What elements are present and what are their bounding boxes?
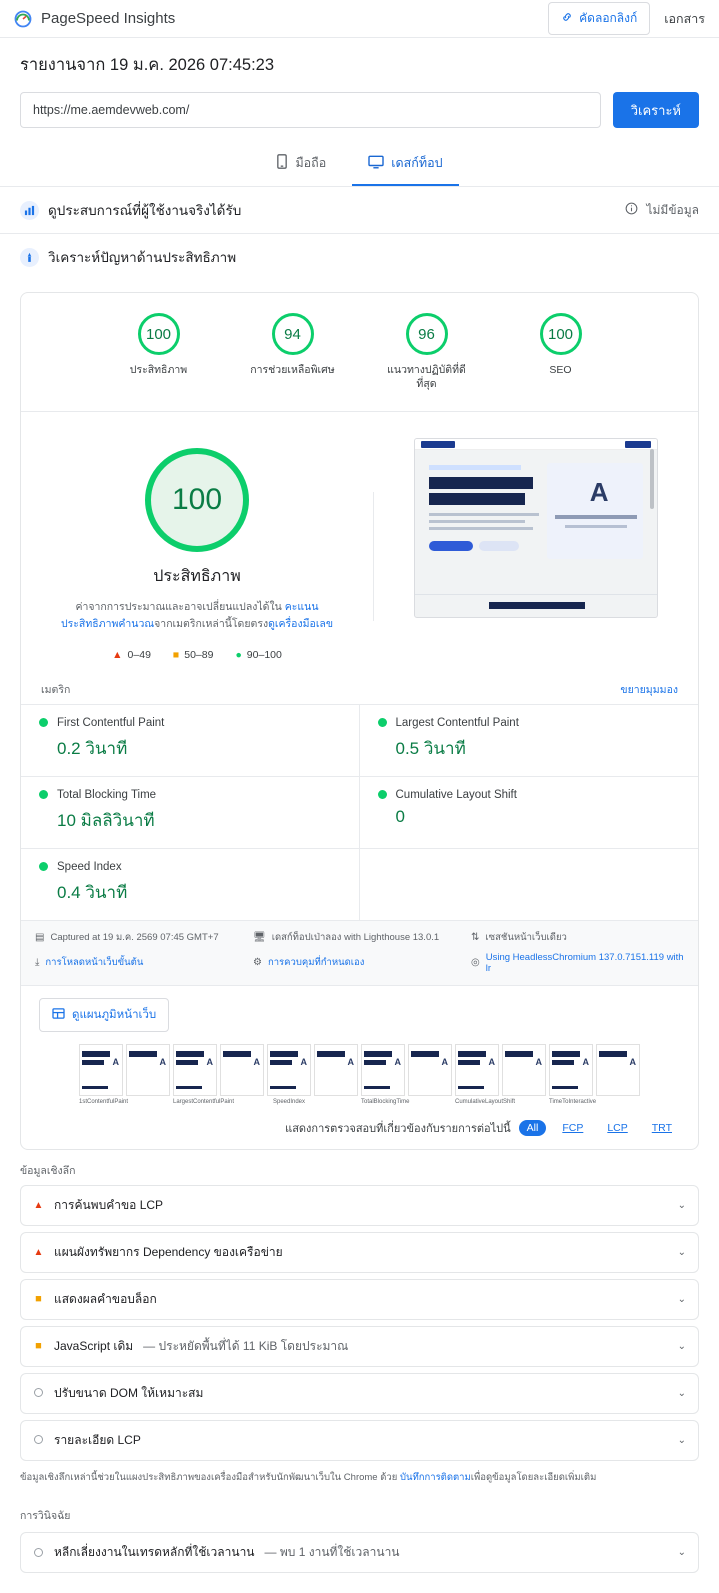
metric-tbt-value: 10 มิลลิวินาที xyxy=(57,810,155,830)
field-data-status-text: ไม่มีข้อมูล xyxy=(646,202,699,217)
metric-fcp-name: First Contentful Paint xyxy=(57,716,165,729)
triangle-icon: ▲ xyxy=(112,648,123,661)
filmstrip-frame[interactable]: A xyxy=(502,1044,546,1105)
throttle-icon: ⚙ xyxy=(253,957,262,969)
filmstrip-frame[interactable]: A TotalBlockingTime xyxy=(361,1044,405,1105)
filmstrip-frame[interactable]: A xyxy=(126,1044,170,1105)
audit-detail: — พบ 1 งานที่ใช้เวลานาน xyxy=(264,1545,400,1560)
metrics-grid xyxy=(21,704,698,920)
chrome-icon: ◎ xyxy=(471,957,480,969)
lab-data-title: วิเคราะห์ปัญหาด้านประสิทธิภาพ xyxy=(48,250,237,265)
legend-average xyxy=(173,649,214,661)
note-pre: ข้อมูลเชิงลึกเหล่านี้ช่วยในแผงประสิทธิภาพของเครื่องมือสำหรับนักพัฒนาเว็บใน Chrome ด้วย xyxy=(20,1471,400,1483)
link-icon xyxy=(561,11,573,26)
mobile-icon xyxy=(276,154,288,172)
frame-caption: TotalBlockingTime xyxy=(361,1098,410,1105)
tab-desktop[interactable] xyxy=(352,144,458,186)
audit-savings: — ประหยัดพื้นที่ได้ 11 KiB โดยประมาณ xyxy=(143,1338,349,1353)
performance-score-ring: 100 xyxy=(145,448,249,552)
gauge-performance[interactable] xyxy=(115,313,203,391)
audit-lcp-breakdown[interactable] xyxy=(20,1420,699,1461)
field-data-title: ดูประสบการณ์ที่ผู้ใช้งานจริงได้รับ xyxy=(48,203,242,218)
metric-cls-value: 0 xyxy=(395,806,405,826)
filmstrip-frame[interactable]: A xyxy=(408,1044,452,1105)
metric-empty-cell xyxy=(360,848,699,920)
performance-score-description xyxy=(21,599,373,633)
gauge-accessibility[interactable] xyxy=(249,313,337,391)
filmstrip-frame[interactable]: A TimeToInteractive xyxy=(549,1044,593,1105)
gauge-accessibility-label: การช่วยเหลือพิเศษ xyxy=(250,364,335,376)
audit-label: JavaScript เดิม xyxy=(54,1338,134,1353)
square-orange-icon: ■ xyxy=(35,1340,42,1353)
gauge-best-practices-label: แนวทางปฏิบัติที่ดีที่สุด xyxy=(387,364,466,391)
desktop-icon: 🖥 xyxy=(253,931,266,943)
gauge-seo[interactable] xyxy=(517,313,605,391)
audit-label: หลีกเลี่ยงงานในเทรดหลักที่ใช้เวลานาน xyxy=(54,1545,255,1560)
filmstrip-frame[interactable]: A SpeedIndex xyxy=(267,1044,311,1105)
page-bottom xyxy=(0,1579,719,1593)
page-screenshot: A xyxy=(414,438,658,618)
chip-lcp[interactable]: LCP xyxy=(607,1121,628,1134)
audit-network-dependency-tree[interactable] xyxy=(20,1232,699,1273)
status-dot-good xyxy=(378,790,387,799)
env-browser-link[interactable]: Using HeadlessChromium 137.0.7151.119 with lr xyxy=(485,951,684,974)
metrics-heading: เมตริก xyxy=(41,683,71,696)
chevron-down-icon: ⌄ xyxy=(677,1199,686,1211)
download-icon: ⤓ xyxy=(35,957,40,969)
metric-cls-name: Cumulative Layout Shift xyxy=(395,788,517,801)
score-and-screenshot xyxy=(21,412,698,667)
trace-link[interactable]: บันทึกการติดตาม xyxy=(399,1471,471,1483)
chip-all[interactable]: All xyxy=(519,1120,547,1136)
frame-caption: LargestContentfulPaint xyxy=(173,1098,235,1105)
circle-icon: ● xyxy=(235,648,242,661)
url-input[interactable] xyxy=(20,92,601,128)
performance-card xyxy=(20,292,699,1150)
copy-link-button[interactable] xyxy=(548,2,650,35)
analyze-button[interactable]: วิเคราะห์ xyxy=(613,92,699,128)
performance-score-label: ประสิทธิภาพ xyxy=(153,568,241,586)
legend-good-range: 90–100 xyxy=(246,648,282,661)
info-icon[interactable] xyxy=(625,202,638,218)
audit-label: การค้นพบคำขอ LCP xyxy=(54,1197,164,1212)
circle-gray-icon xyxy=(33,1546,44,1560)
legend-poor-range: 0–49 xyxy=(127,648,151,661)
audit-label: ปรับขนาด DOM ให้เหมาะสม xyxy=(54,1385,204,1400)
network-icon: ⇅ xyxy=(471,931,480,943)
frame-caption: SpeedIndex xyxy=(272,1098,306,1105)
chevron-down-icon: ⌄ xyxy=(677,1434,686,1446)
gauge-best-practices[interactable] xyxy=(383,313,471,391)
calculator-link[interactable]: ดูเครื่องมือเลข xyxy=(268,618,334,631)
chevron-down-icon: ⌄ xyxy=(677,1293,686,1305)
env-device-text: เดสก์ท็อปเป่าลอง with Lighthouse 13.0.1 xyxy=(271,931,440,943)
env-browser xyxy=(471,952,684,974)
filmstrip-frame[interactable]: A xyxy=(596,1044,640,1105)
frame-caption: 1stContentfulPaint xyxy=(79,1098,129,1105)
square-orange-icon: ■ xyxy=(35,1293,42,1306)
metric-lcp-value: 0.5 วินาที xyxy=(395,738,466,758)
env-throttle-link[interactable]: การควบคุมที่กำหนดเอง xyxy=(267,957,365,969)
field-data-status xyxy=(625,201,699,220)
env-captured-text: Captured at 19 ม.ค. 2569 07:45 GMT+7 xyxy=(50,931,219,943)
square-icon: ■ xyxy=(172,648,180,661)
note-post: เพื่อดูข้อมูลโดยละเอียดเพิ่มเติม xyxy=(470,1471,597,1483)
metric-tbt[interactable] xyxy=(21,776,360,848)
legend-poor xyxy=(112,649,151,661)
audit-label: แผนผังทรัพยากร Dependency ของเครือข่าย xyxy=(54,1244,283,1259)
chevron-down-icon: ⌄ xyxy=(677,1387,686,1399)
env-captured xyxy=(35,930,253,945)
docs-link[interactable]: เอกสาร xyxy=(664,11,705,26)
copy-link-label: คัดลอกลิงก์ xyxy=(579,11,638,25)
chip-fcp[interactable]: FCP xyxy=(562,1121,584,1134)
category-gauges xyxy=(21,293,698,405)
brand[interactable] xyxy=(14,10,175,28)
brand-title: PageSpeed Insights xyxy=(41,10,176,27)
env-session-text: เซสชันหน้าเว็บเดียว xyxy=(485,931,567,943)
audit-avoid-long-main-thread-tasks[interactable] xyxy=(20,1532,699,1573)
desktop-icon xyxy=(368,155,384,172)
metric-fcp-value: 0.2 วินาที xyxy=(57,738,128,758)
gauge-seo-label: SEO xyxy=(549,364,572,376)
desc-pre: ค่าจากการประมาณและอาจเปลี่ยนแปลงได้ใน xyxy=(75,601,285,614)
circle-gray-icon xyxy=(33,1386,44,1400)
score-calc-link[interactable]: คะแนนประสิทธิภาพคำนวณ xyxy=(60,601,319,631)
calendar-icon: ▤ xyxy=(35,931,45,943)
status-dot-good xyxy=(39,790,48,799)
audit-legacy-javascript[interactable] xyxy=(20,1326,699,1367)
url-form xyxy=(0,92,719,128)
status-dot-good xyxy=(39,862,48,871)
performance-score-block xyxy=(21,434,373,661)
desc-mid: จากเมตริกเหล่านี้โดยตรง xyxy=(154,618,269,631)
pagespeed-logo-icon xyxy=(14,10,32,28)
metric-lcp[interactable] xyxy=(360,704,699,776)
score-legend xyxy=(21,649,373,661)
tab-desktop-label: เดสก์ท็อป xyxy=(391,156,443,170)
audit-filter xyxy=(21,1113,698,1149)
filmstrip xyxy=(21,1042,698,1113)
frame-caption: CumulativeLayoutShift xyxy=(455,1098,516,1105)
audit-filter-prompt: แสดงการตรวจสอบที่เกี่ยวข้องกับรายการต่อไปนี้ xyxy=(285,1122,511,1135)
expand-view-link[interactable]: ขยายมุมมอง xyxy=(620,683,678,696)
view-treemap-button[interactable] xyxy=(39,998,169,1032)
legend-good xyxy=(235,649,281,661)
env-load-link[interactable]: การโหลดหน้าเว็บขั้นต้น xyxy=(45,957,144,969)
gauge-best-practices-score: 96 xyxy=(406,313,448,355)
audit-label: รายละเอียด LCP xyxy=(54,1432,141,1447)
section-field-data xyxy=(0,187,719,234)
metric-speed-index-name: Speed Index xyxy=(57,860,122,873)
chart-icon xyxy=(20,201,39,220)
report-timestamp: รายงานจาก 19 ม.ค. 2026 07:45:23 xyxy=(20,56,275,74)
insights-heading: ข้อมูลเชิงลึก xyxy=(20,1164,76,1177)
metric-fcp[interactable] xyxy=(21,704,360,776)
env-throttle xyxy=(253,952,471,974)
legend-average-range: 50–89 xyxy=(184,648,214,661)
chevron-down-icon: ⌄ xyxy=(677,1246,686,1258)
tab-mobile[interactable] xyxy=(260,144,342,186)
metric-cls[interactable] xyxy=(360,776,699,848)
audit-label: แสดงผลคำขอบล็อก xyxy=(54,1291,157,1306)
metric-speed-index-value: 0.4 วินาที xyxy=(57,882,128,902)
lighthouse-icon xyxy=(20,248,39,267)
chip-trt[interactable]: TRT xyxy=(651,1121,672,1134)
filmstrip-frame[interactable]: A CumulativeLayoutShift xyxy=(455,1044,499,1105)
metric-tbt-name: Total Blocking Time xyxy=(57,788,157,801)
triangle-red-icon: ▲ xyxy=(33,1199,44,1211)
tab-mobile-label: มือถือ xyxy=(295,156,327,170)
filmstrip-toolbar xyxy=(21,985,698,1042)
top-bar xyxy=(0,0,719,38)
env-device xyxy=(253,930,471,945)
audit-optimize-dom-size[interactable] xyxy=(20,1373,699,1414)
filmstrip-frame[interactable]: A xyxy=(220,1044,264,1105)
gauge-performance-score: 100 xyxy=(138,313,180,355)
section-lab-data xyxy=(0,234,719,280)
metric-lcp-name: Largest Contentful Paint xyxy=(395,716,519,729)
status-dot-good xyxy=(378,718,387,727)
circle-gray-icon xyxy=(33,1433,44,1447)
triangle-red-icon: ▲ xyxy=(33,1246,44,1258)
env-session xyxy=(471,930,684,945)
gauge-seo-score: 100 xyxy=(540,313,582,355)
diagnostics-heading: การวินิจฉัย xyxy=(20,1510,71,1523)
frame-caption: TimeToInteractive xyxy=(549,1098,597,1105)
report-header xyxy=(0,38,719,78)
filmstrip-frame[interactable]: A LargestContentfulPaint xyxy=(173,1044,217,1105)
filmstrip-frame[interactable]: A 1stContentfulPaint xyxy=(79,1044,123,1105)
gauge-accessibility-score: 94 xyxy=(272,313,314,355)
gauge-performance-label: ประสิทธิภาพ xyxy=(129,364,188,376)
device-tabs xyxy=(0,144,719,186)
environment-strip xyxy=(21,920,698,985)
view-treemap-label: ดูแผนภูมิหน้าเว็บ xyxy=(72,1008,157,1021)
env-load xyxy=(35,952,253,974)
chevron-down-icon: ⌄ xyxy=(677,1547,686,1559)
metric-speed-index[interactable] xyxy=(21,848,360,920)
audit-lcp-request-discovery[interactable] xyxy=(20,1185,699,1226)
top-bar-actions xyxy=(548,2,705,35)
insights-note xyxy=(0,1467,719,1495)
status-dot-good xyxy=(39,718,48,727)
metrics-header xyxy=(21,667,698,704)
filmstrip-frame[interactable]: A xyxy=(314,1044,358,1105)
filmstrip-icon xyxy=(52,1008,65,1022)
audit-render-blocking-requests[interactable] xyxy=(20,1279,699,1320)
chevron-down-icon: ⌄ xyxy=(677,1340,686,1352)
divider xyxy=(373,492,374,621)
final-screenshot xyxy=(373,434,698,661)
